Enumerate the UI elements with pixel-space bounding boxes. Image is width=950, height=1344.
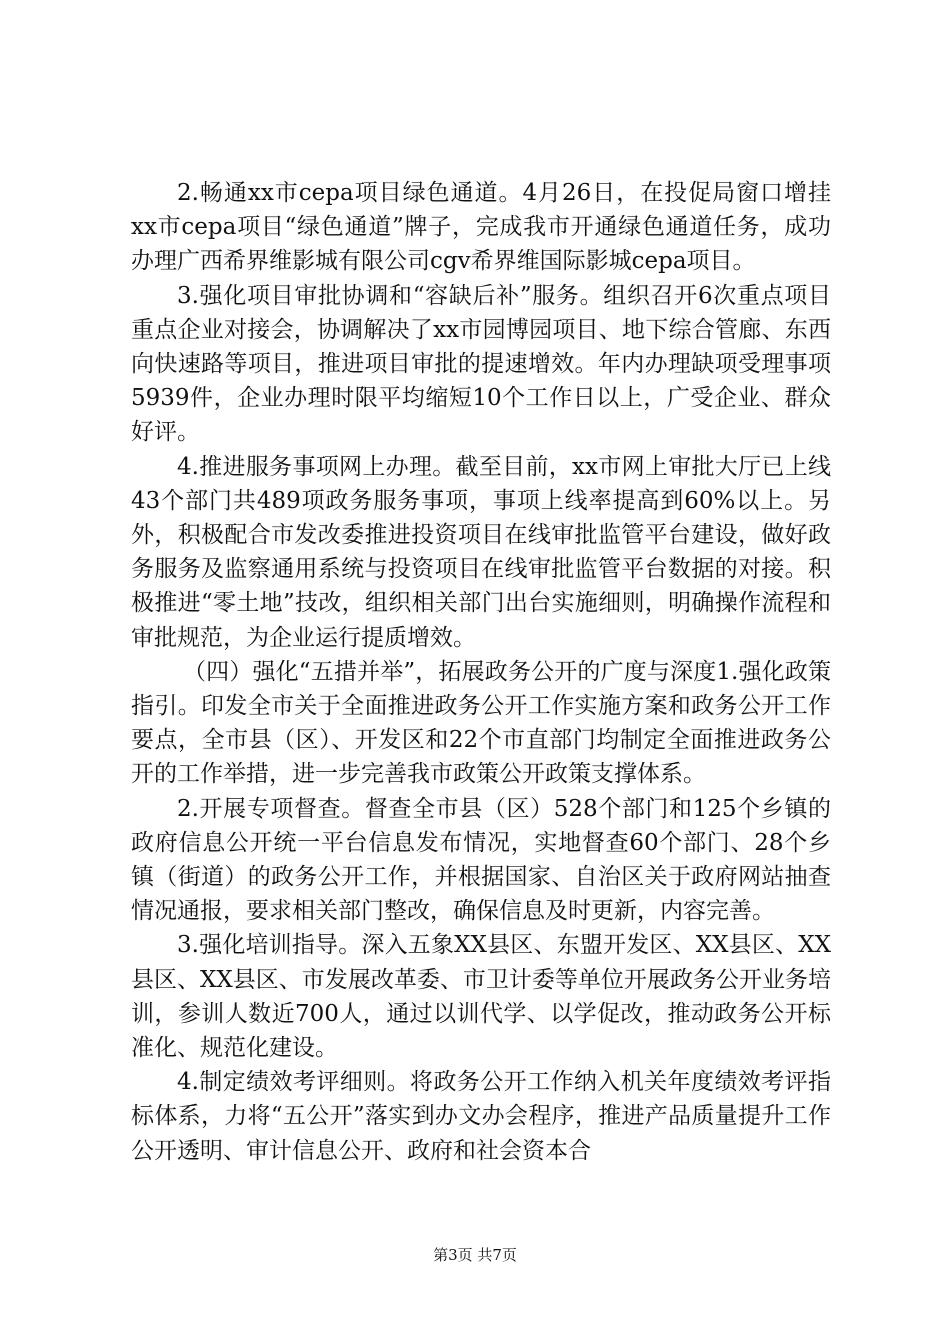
paragraph-cepa-green-channel: 2.畅通xx市cepa项目绿色通道。4月26日，在投促局窗口增挂xx市cepa项目“绿色通道”牌子，完成我市开通绿色通道任务，成功办理广西希界维影城有限公司cgv希界维国际影城cepa项目。 bbox=[131, 180, 831, 275]
paragraph-online-services: 4.推进服务事项网上办理。截至目前，xx市网上审批大厅已上线43个部门共489项政务服务事项，事项上线率提高到60%以上。另外，积极配合市发改委推进投资项目在线审批监管平台建设，做好政务服务及监察通用系统与投资项目在线审批监管平台数据的对接。积极推进“零土地”技改，组织相关部门出台实施细则，明确操作流程和审批规范，为企业运行提质增效。 bbox=[131, 453, 831, 651]
document-body bbox=[131, 176, 831, 1168]
paragraph-training: 3.强化培训指导。深入五象XX县区、东盟开发区、XX县区、XX县区、XX县区、市发展改革委、市卫计委等单位开展政务公开业务培训，参训人数近700人，通过以训代学、以学促改，推动政务公开标准化、规范化建设。 bbox=[131, 932, 831, 1062]
paragraph-project-approval: 3.强化项目审批协调和“容缺后补”服务。组织召开6次重点项目重点企业对接会，协调解决了xx市园博园项目、地下综合管廊、东西向快速路等项目，推进项目审批的提速增效。年内办理缺项受理事项5939件，企业办理时限平均缩短10个工作日以上，广受企业、群众好评。 bbox=[131, 282, 831, 446]
paragraph-performance-evaluation: 4.制定绩效考评细则。将政务公开工作纳入机关年度绩效考评指标体系，力将“五公开”落实到办文办会程序，推进产品质量提升工作公开透明、审计信息公开、政府和社会资本合 bbox=[131, 1069, 831, 1164]
paragraph-section-four: （四）强化“五措并举”，拓展政务公开的广度与深度1.强化政策指引。印发全市关于全面推进政务公开工作实施方案和政务公开工作要点，全市县（区）、开发区和22个市直部门均制定全面推进政务公开的工作举措，进一步完善我市政策公开政策支撑体系。 bbox=[131, 658, 831, 788]
page-number-footer: 第3页 共7页 bbox=[433, 1246, 517, 1264]
paragraph-special-inspection: 2.开展专项督查。督查全市县（区）528个部门和125个乡镇的政府信息公开统一平台信息发布情况，实地督查60个部门、28个乡镇（街道）的政务公开工作，并根据国家、自治区关于政府网站抽查情况通报，要求相关部门整改，确保信息及时更新，内容完善。 bbox=[131, 795, 831, 925]
